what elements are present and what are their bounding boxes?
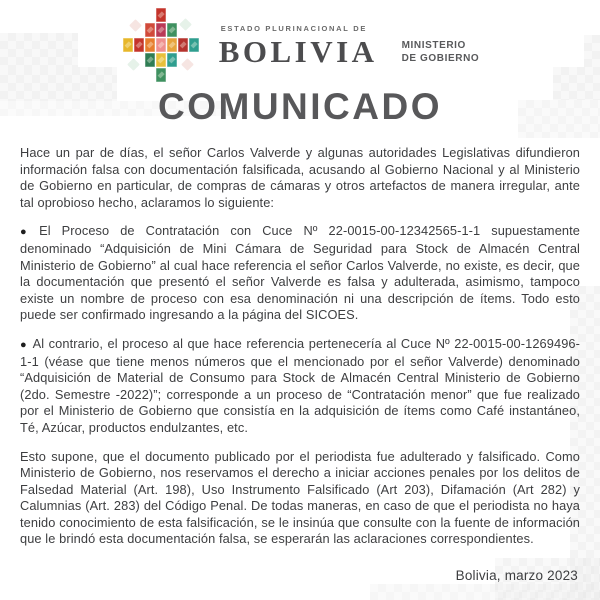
mosaic-tile: [156, 53, 166, 67]
mosaic-diamond-tile: [179, 18, 192, 31]
bullet-paragraph-1: [20, 223, 580, 324]
ministry-line1: MINISTERIO: [401, 39, 466, 51]
textile-pattern-bottom-right: [370, 584, 600, 600]
mosaic-tile: [145, 23, 155, 37]
mosaic-tile: [156, 23, 166, 37]
mosaic-tile: [156, 38, 166, 52]
mosaic-tile: [167, 23, 177, 37]
page-title: COMUNICADO: [158, 86, 442, 127]
ministry-line2: DE GOBIERNO: [401, 53, 480, 64]
mosaic-tile: [145, 53, 155, 67]
communique-body: [20, 145, 580, 560]
mosaic-diamond-tile: [181, 58, 194, 71]
bullet-text-2: Al contrario, el proceso al que hace referencia pertenecería al Cuce Nº 22-0015-00-1269496-1-1 (véase que tiene menos números que el mencionado por el señor Valverde) denominado “Adquisición de Material de Consumo para Stock de Almacén Central Ministerio de Gobierno (2do. Semestre -2022)”; corresponde a un proceso de “Contratación menor” que fue realizado por el Ministerio de Gobierno que consistía en la adquisición de ítems como Café instantáneo, Té, Azúcar, productos endulzantes, etc.: [20, 335, 581, 435]
mosaic-tile: [145, 38, 155, 52]
bolivia-chakana-logo: [121, 7, 201, 85]
header: [0, 8, 600, 84]
mosaic-tile: [123, 38, 133, 52]
bullet-paragraph-2: [20, 336, 580, 437]
bullet-icon: ●: [20, 338, 28, 351]
closing-paragraph: Esto supone, que el documento publicado por el periodista fue adulterado y falsificado. Como Ministerio de Gobierno, nos reservamos el derecho a iniciar acciones penales por los delitos de Falsedad Material (Art. 198), Uso Instrumento Falsificado (Art 203), Difamación (Art 282) y Calumnias (Art. 283) del Código Penal. De todas maneras, en caso de que el periodista no haya tenido conocimiento de esta falsificación, se le insinúa que consulte con la fuente de información que le brindó esta documentación falsa, se esperarán las aclaraciones correspondientes.: [20, 448, 580, 547]
mosaic-tile: [167, 53, 177, 67]
bullet-icon: ●: [20, 226, 35, 239]
mosaic-tile: [156, 8, 166, 22]
intro-paragraph: Hace un par de días, el señor Carlos Valverde y algunas autoridades Legislativas difundieron información falsa con documentación falsificada, acusando al Gobierno Nacional y al Ministerio de Gobierno en particular, de compras de cámaras y otros artefactos de manera irregular, ante tal oprobioso hecho, aclaramos lo siguiente:: [20, 145, 580, 210]
mosaic-diamond-tile: [129, 19, 142, 32]
mosaic-tile: [134, 38, 144, 52]
mosaic-diamond-tile: [127, 58, 140, 71]
ministry-name: [402, 39, 480, 66]
mosaic-tile: [167, 38, 177, 52]
mosaic-tile: [189, 38, 199, 52]
state-wordmark: [219, 25, 378, 67]
bullet-text-1: El Proceso de Contratación con Cuce Nº 22-0015-00-12342565-1-1 supuestamente denominado “Adquisición de Mini Cámara de Seguridad para Stock de Almacén Central Ministerio de Gobierno” al cual hace referencia el señor Carlos Valverde, no existe, es decir, que la documentación que presentó el señor Valverde es falsa y adulterada, asimismo, tampoco existe un nombre de proceso con esa denominación ni una descripción de ítems. Todo esto puede ser confirmado ingresando a la página del SICOES.: [20, 223, 581, 323]
mosaic-tile: [156, 68, 166, 82]
footer-date: Bolivia, marzo 2023: [455, 568, 578, 583]
estado-plurinacional-label: ESTADO PLURINACIONAL DE: [220, 24, 368, 34]
bolivia-wordmark: BOLIVIA: [218, 33, 378, 69]
mosaic-tile: [178, 38, 188, 52]
